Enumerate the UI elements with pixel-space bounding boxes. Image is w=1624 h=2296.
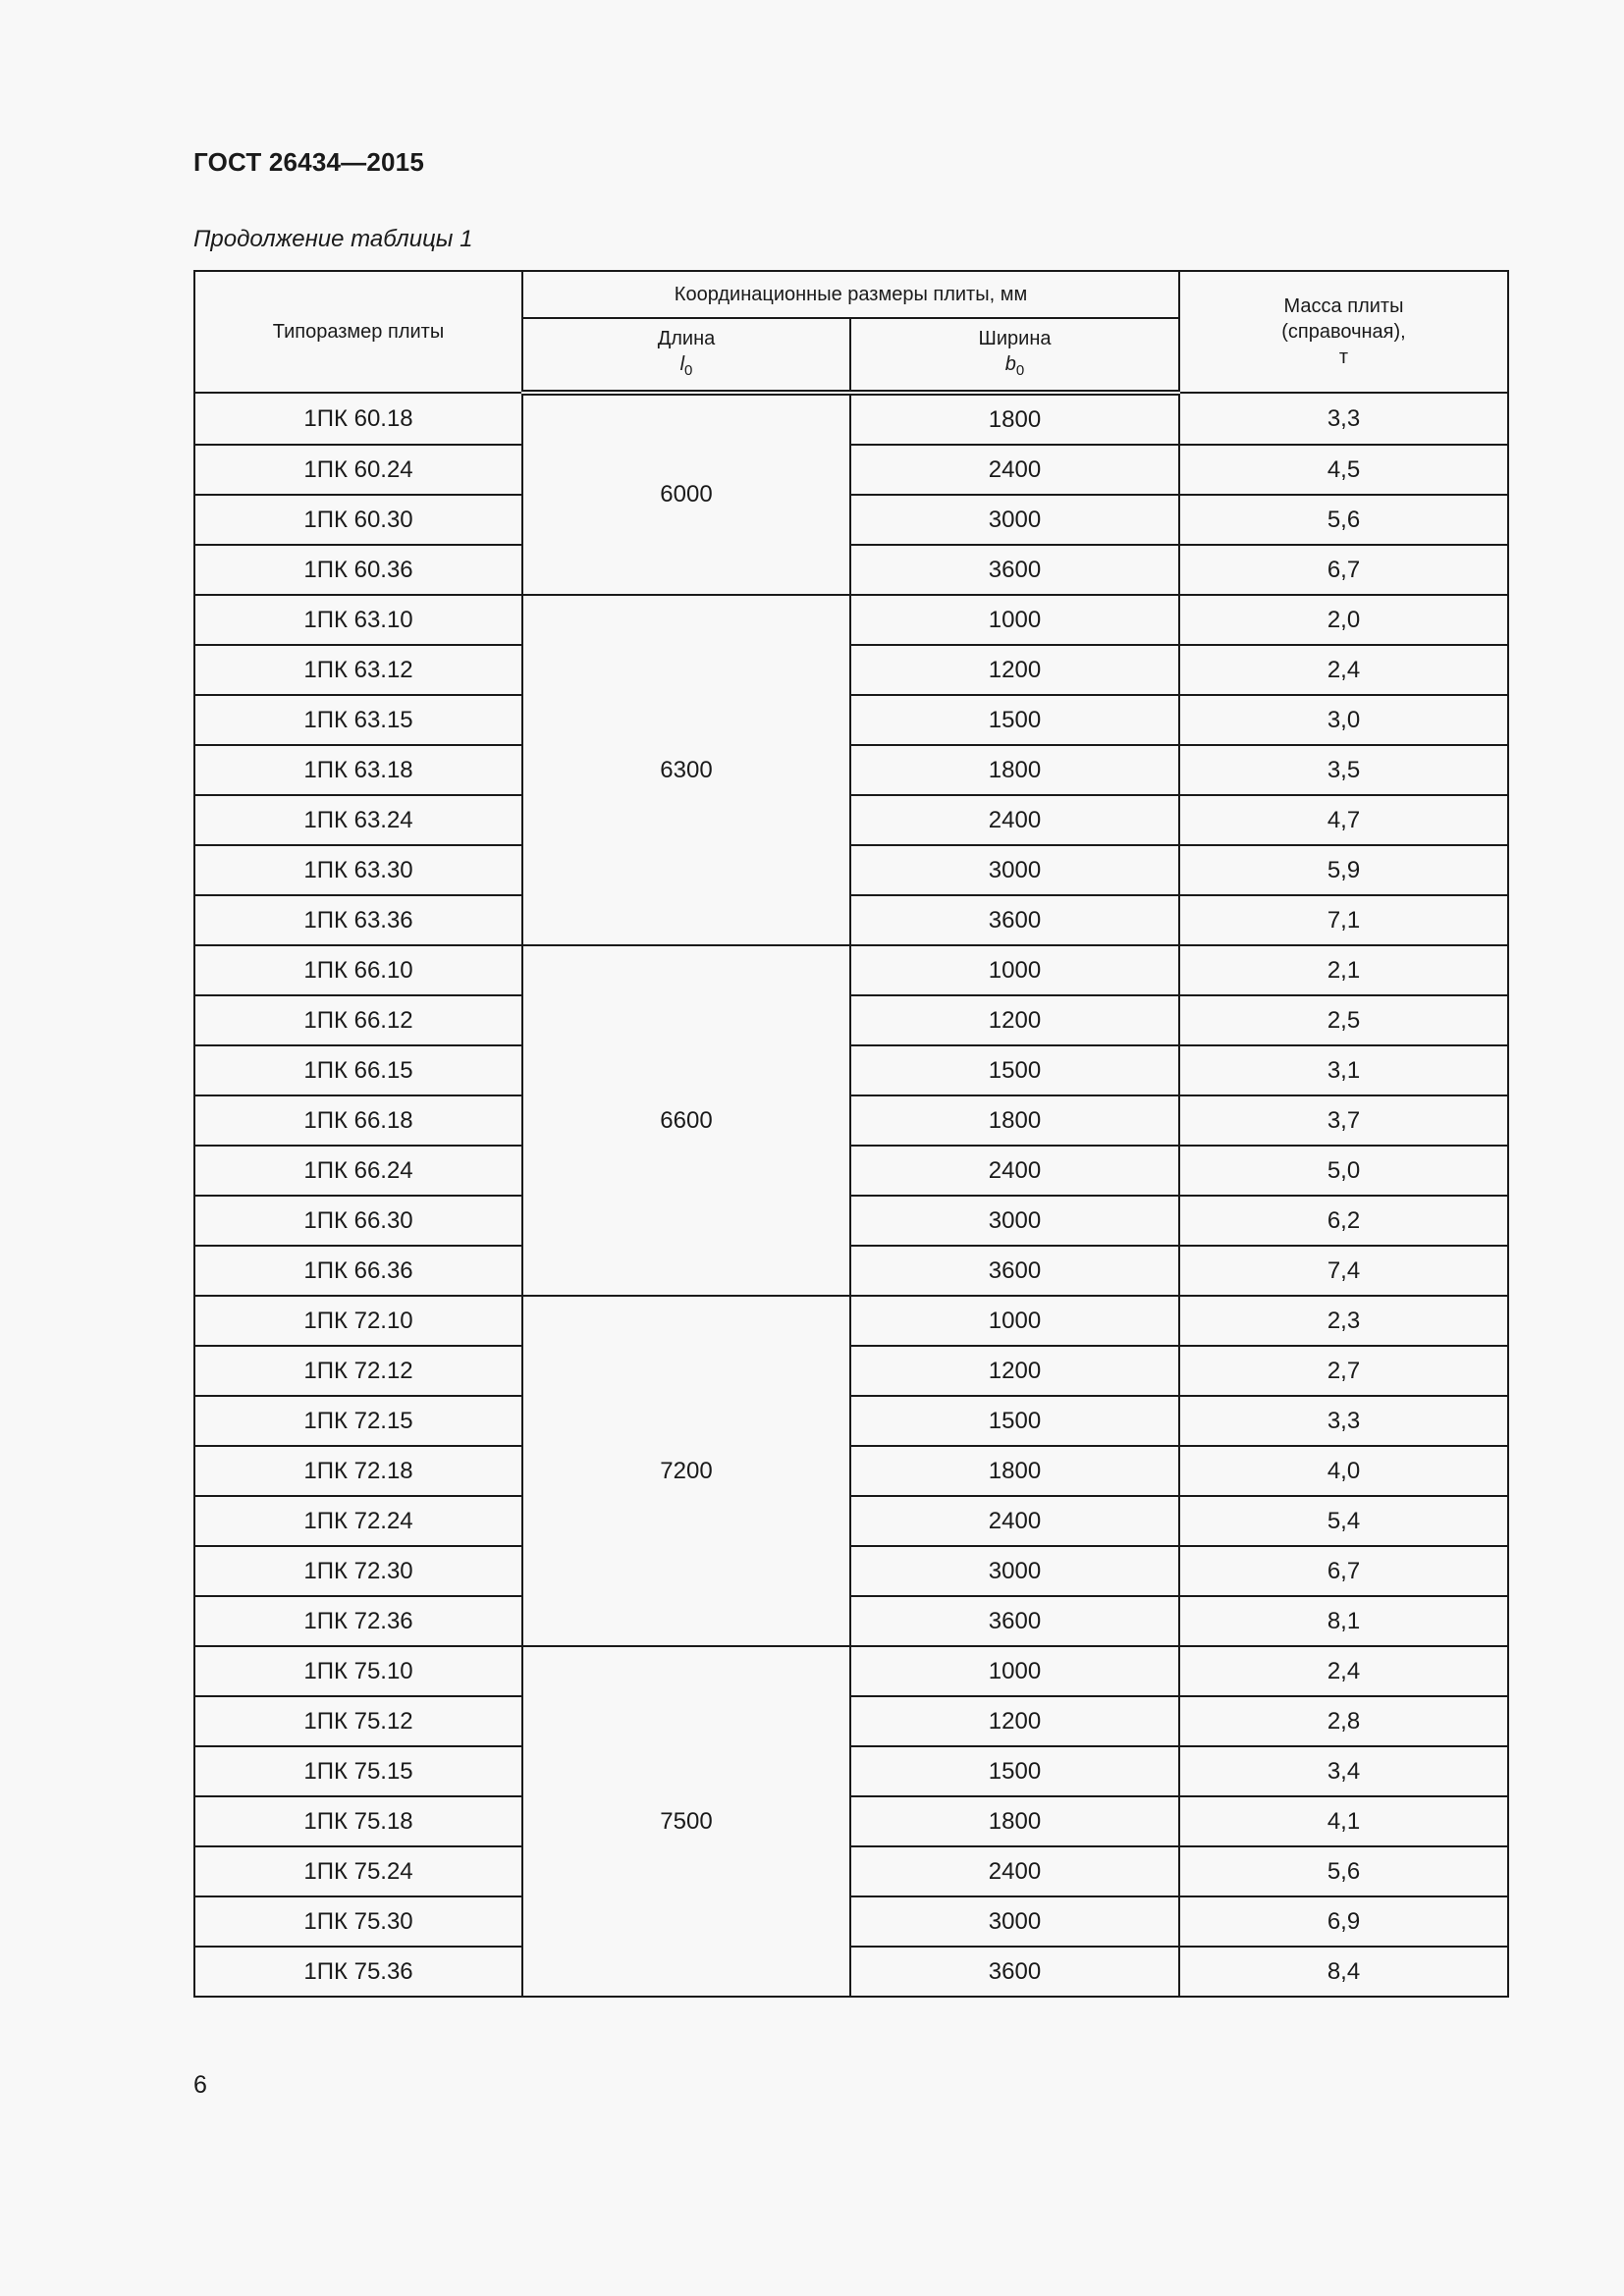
cell-mass: 3,3 xyxy=(1179,1396,1508,1446)
cell-type: 1ПК 66.12 xyxy=(194,995,522,1045)
cell-mass: 2,8 xyxy=(1179,1696,1508,1746)
cell-mass: 6,7 xyxy=(1179,545,1508,595)
cell-type: 1ПК 66.10 xyxy=(194,945,522,995)
cell-type: 1ПК 72.24 xyxy=(194,1496,522,1546)
cell-width: 2400 xyxy=(850,795,1179,845)
table-row xyxy=(194,695,1508,745)
cell-width: 3000 xyxy=(850,1896,1179,1947)
cell-width: 1000 xyxy=(850,1646,1179,1696)
cell-mass: 4,1 xyxy=(1179,1796,1508,1846)
cell-mass: 6,2 xyxy=(1179,1196,1508,1246)
header-type: Типоразмер плиты xyxy=(194,271,522,393)
cell-width: 3600 xyxy=(850,1246,1179,1296)
cell-mass: 8,4 xyxy=(1179,1947,1508,1997)
cell-mass: 2,7 xyxy=(1179,1346,1508,1396)
cell-width: 3000 xyxy=(850,1196,1179,1246)
table-row xyxy=(194,945,1508,995)
cell-width: 2400 xyxy=(850,445,1179,495)
cell-length: 6000 xyxy=(522,393,850,595)
cell-mass: 5,9 xyxy=(1179,845,1508,895)
table-row xyxy=(194,1896,1508,1947)
cell-mass: 6,7 xyxy=(1179,1546,1508,1596)
header-mass-line2: (справочная), xyxy=(1281,321,1406,343)
header-length xyxy=(522,318,850,393)
cell-width: 1000 xyxy=(850,1296,1179,1346)
table-header xyxy=(194,271,1508,393)
table-row xyxy=(194,1947,1508,1997)
cell-type: 1ПК 63.12 xyxy=(194,645,522,695)
cell-type: 1ПК 75.15 xyxy=(194,1746,522,1796)
cell-mass: 7,1 xyxy=(1179,895,1508,945)
table-row xyxy=(194,795,1508,845)
table-row xyxy=(194,845,1508,895)
header-coord: Координационные размеры плиты, мм xyxy=(522,271,1179,318)
cell-length: 7500 xyxy=(522,1646,850,1997)
table-row xyxy=(194,1146,1508,1196)
cell-width: 1200 xyxy=(850,1696,1179,1746)
cell-width: 1000 xyxy=(850,595,1179,645)
cell-mass: 5,6 xyxy=(1179,1846,1508,1896)
cell-width: 3000 xyxy=(850,1546,1179,1596)
cell-type: 1ПК 63.36 xyxy=(194,895,522,945)
cell-type: 1ПК 72.12 xyxy=(194,1346,522,1396)
table-row xyxy=(194,895,1508,945)
cell-width: 1800 xyxy=(850,1796,1179,1846)
cell-type: 1ПК 66.15 xyxy=(194,1045,522,1095)
header-width xyxy=(850,318,1179,393)
cell-mass: 6,9 xyxy=(1179,1896,1508,1947)
cell-type: 1ПК 66.30 xyxy=(194,1196,522,1246)
cell-width: 1500 xyxy=(850,1746,1179,1796)
cell-mass: 7,4 xyxy=(1179,1246,1508,1296)
cell-type: 1ПК 75.18 xyxy=(194,1796,522,1846)
table-row xyxy=(194,1646,1508,1696)
table-row xyxy=(194,1746,1508,1796)
header-mass-line3: т xyxy=(1338,347,1349,368)
page-number: 6 xyxy=(193,2071,207,2099)
table-row xyxy=(194,495,1508,545)
cell-width: 3600 xyxy=(850,895,1179,945)
table-body xyxy=(194,393,1508,1997)
cell-type: 1ПК 60.36 xyxy=(194,545,522,595)
cell-type: 1ПК 60.24 xyxy=(194,445,522,495)
cell-mass: 2,3 xyxy=(1179,1296,1508,1346)
cell-mass: 3,4 xyxy=(1179,1746,1508,1796)
table-row xyxy=(194,645,1508,695)
cell-width: 1200 xyxy=(850,645,1179,695)
table-row xyxy=(194,995,1508,1045)
table-caption: Продолжение таблицы 1 xyxy=(193,226,473,252)
cell-type: 1ПК 75.36 xyxy=(194,1947,522,1997)
table-row xyxy=(194,1246,1508,1296)
cell-width: 3000 xyxy=(850,845,1179,895)
cell-mass: 5,4 xyxy=(1179,1496,1508,1546)
cell-width: 1800 xyxy=(850,1446,1179,1496)
cell-mass: 3,7 xyxy=(1179,1095,1508,1146)
header-mass xyxy=(1179,271,1508,393)
table-row xyxy=(194,445,1508,495)
cell-width: 1500 xyxy=(850,695,1179,745)
table-row xyxy=(194,1496,1508,1546)
cell-width: 1500 xyxy=(850,1396,1179,1446)
table-row xyxy=(194,1045,1508,1095)
cell-mass: 2,5 xyxy=(1179,995,1508,1045)
cell-type: 1ПК 63.18 xyxy=(194,745,522,795)
cell-type: 1ПК 60.30 xyxy=(194,495,522,545)
table-row xyxy=(194,595,1508,645)
table-row xyxy=(194,1596,1508,1646)
cell-length: 6600 xyxy=(522,945,850,1296)
cell-width: 1800 xyxy=(850,393,1179,445)
cell-type: 1ПК 66.18 xyxy=(194,1095,522,1146)
table-row xyxy=(194,1296,1508,1346)
cell-mass: 2,1 xyxy=(1179,945,1508,995)
cell-mass: 3,0 xyxy=(1179,695,1508,745)
cell-width: 3600 xyxy=(850,1947,1179,1997)
table-row xyxy=(194,1546,1508,1596)
table-row xyxy=(194,1796,1508,1846)
document-id: ГОСТ 26434—2015 xyxy=(193,147,424,177)
cell-mass: 8,1 xyxy=(1179,1596,1508,1646)
cell-mass: 4,5 xyxy=(1179,445,1508,495)
cell-mass: 4,0 xyxy=(1179,1446,1508,1496)
cell-mass: 2,4 xyxy=(1179,1646,1508,1696)
table-row xyxy=(194,1846,1508,1896)
cell-mass: 5,0 xyxy=(1179,1146,1508,1196)
cell-type: 1ПК 63.24 xyxy=(194,795,522,845)
cell-mass: 2,0 xyxy=(1179,595,1508,645)
cell-type: 1ПК 72.30 xyxy=(194,1546,522,1596)
cell-width: 3600 xyxy=(850,545,1179,595)
table-row xyxy=(194,1346,1508,1396)
cell-width: 1800 xyxy=(850,745,1179,795)
cell-type: 1ПК 75.24 xyxy=(194,1846,522,1896)
cell-type: 1ПК 72.10 xyxy=(194,1296,522,1346)
cell-type: 1ПК 75.30 xyxy=(194,1896,522,1947)
header-length-label: Длина xyxy=(657,327,716,349)
cell-type: 1ПК 75.10 xyxy=(194,1646,522,1696)
header-width-symbol: $b_0$ xyxy=(1004,352,1025,379)
table-row xyxy=(194,1196,1508,1246)
cell-width: 3000 xyxy=(850,495,1179,545)
cell-width: 1000 xyxy=(850,945,1179,995)
cell-mass: 3,1 xyxy=(1179,1045,1508,1095)
header-mass-line1: Масса плиты xyxy=(1283,295,1404,317)
header-length-symbol: $l_0$ xyxy=(679,352,693,379)
table-row xyxy=(194,545,1508,595)
cell-type: 1ПК 66.24 xyxy=(194,1146,522,1196)
cell-type: 1ПК 75.12 xyxy=(194,1696,522,1746)
table-row xyxy=(194,1696,1508,1746)
cell-length: 7200 xyxy=(522,1296,850,1646)
cell-mass: 3,3 xyxy=(1179,393,1508,445)
table-row xyxy=(194,745,1508,795)
cell-type: 1ПК 72.15 xyxy=(194,1396,522,1446)
cell-width: 2400 xyxy=(850,1496,1179,1546)
cell-length: 6300 xyxy=(522,595,850,945)
table-row xyxy=(194,1095,1508,1146)
cell-width: 1800 xyxy=(850,1095,1179,1146)
cell-mass: 3,5 xyxy=(1179,745,1508,795)
cell-mass: 4,7 xyxy=(1179,795,1508,845)
cell-type: 1ПК 63.10 xyxy=(194,595,522,645)
table-row xyxy=(194,1446,1508,1496)
slab-table xyxy=(193,270,1509,1998)
cell-width: 1200 xyxy=(850,995,1179,1045)
cell-type: 1ПК 63.30 xyxy=(194,845,522,895)
cell-type: 1ПК 72.18 xyxy=(194,1446,522,1496)
cell-width: 2400 xyxy=(850,1846,1179,1896)
cell-width: 1500 xyxy=(850,1045,1179,1095)
cell-width: 2400 xyxy=(850,1146,1179,1196)
cell-width: 3600 xyxy=(850,1596,1179,1646)
table-row xyxy=(194,1396,1508,1446)
cell-width: 1200 xyxy=(850,1346,1179,1396)
header-width-label: Ширина xyxy=(978,327,1052,349)
cell-type: 1ПК 63.15 xyxy=(194,695,522,745)
cell-type: 1ПК 66.36 xyxy=(194,1246,522,1296)
cell-mass: 5,6 xyxy=(1179,495,1508,545)
cell-type: 1ПК 60.18 xyxy=(194,393,522,445)
cell-mass: 2,4 xyxy=(1179,645,1508,695)
table-row xyxy=(194,393,1508,445)
cell-type: 1ПК 72.36 xyxy=(194,1596,522,1646)
